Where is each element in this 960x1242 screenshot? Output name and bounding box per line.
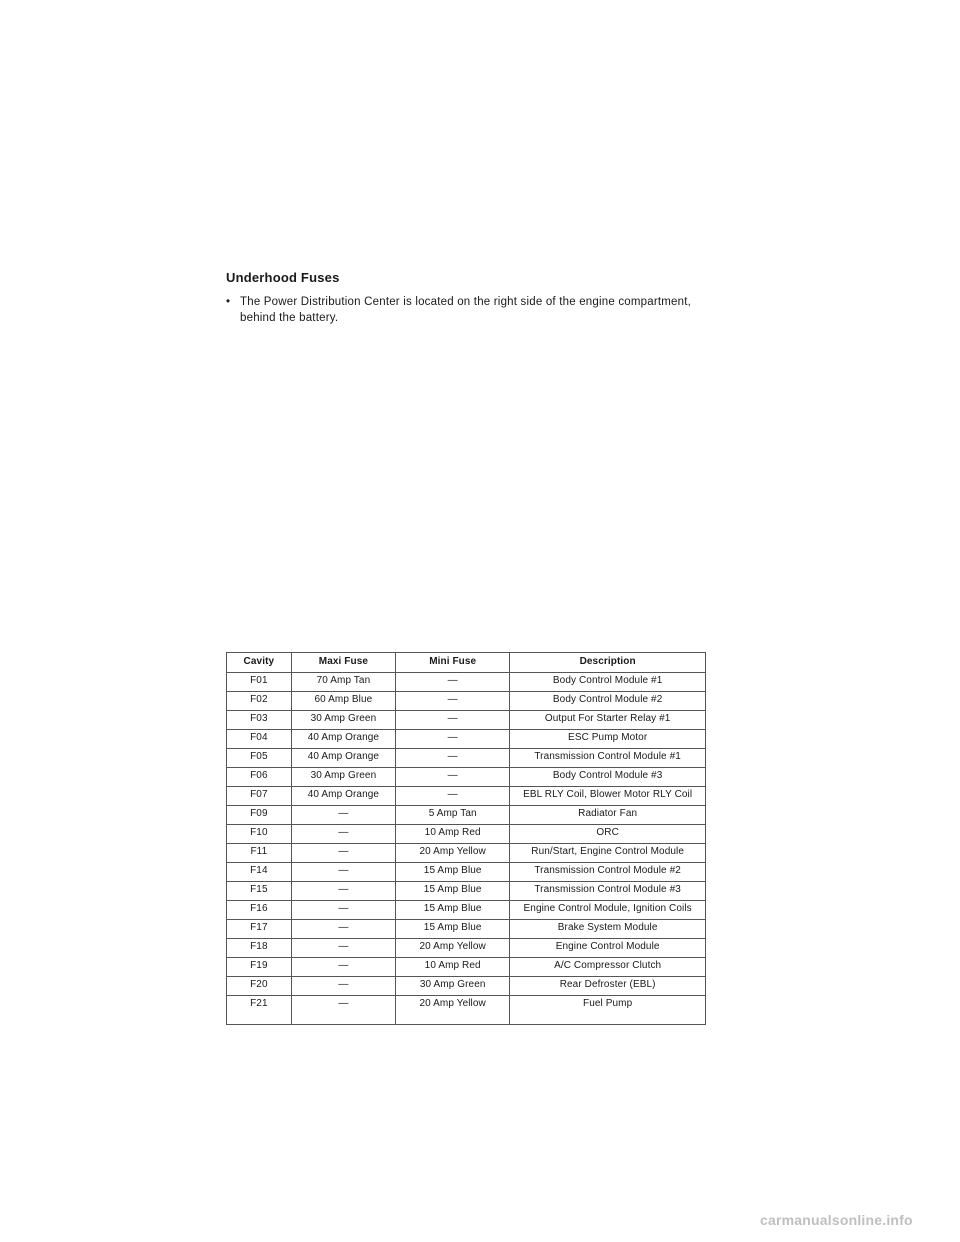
cell-description: ESC Pump Motor <box>510 730 706 749</box>
cell-maxi-fuse: 60 Amp Blue <box>291 692 395 711</box>
cell-description: Brake System Module <box>510 920 706 939</box>
cell-cavity: F17 <box>227 920 292 939</box>
bullet-item <box>226 294 716 326</box>
cell-maxi-fuse: 40 Amp Orange <box>291 749 395 768</box>
cell-description: Transmission Control Module #1 <box>510 749 706 768</box>
table-row <box>227 787 706 806</box>
cell-cavity: F15 <box>227 882 292 901</box>
cell-description: A/C Compressor Clutch <box>510 958 706 977</box>
cell-mini-fuse: 15 Amp Blue <box>396 901 510 920</box>
cell-description: EBL RLY Coil, Blower Motor RLY Coil <box>510 787 706 806</box>
cell-maxi-fuse: 30 Amp Green <box>291 711 395 730</box>
cell-description: ORC <box>510 825 706 844</box>
table-row <box>227 901 706 920</box>
table-row <box>227 882 706 901</box>
bullet-dot: • <box>226 296 231 308</box>
cell-maxi-fuse: 40 Amp Orange <box>291 730 395 749</box>
header-mini-fuse: Mini Fuse <box>396 653 510 673</box>
cell-maxi-fuse: 70 Amp Tan <box>291 673 395 692</box>
cell-mini-fuse: 10 Amp Red <box>396 958 510 977</box>
cell-mini-fuse: 20 Amp Yellow <box>396 939 510 958</box>
cell-maxi-fuse: — <box>291 901 395 920</box>
cell-description: Radiator Fan <box>510 806 706 825</box>
table-row <box>227 673 706 692</box>
cell-cavity: F06 <box>227 768 292 787</box>
cell-mini-fuse: — <box>396 692 510 711</box>
cell-mini-fuse: 30 Amp Green <box>396 977 510 996</box>
cell-cavity: F04 <box>227 730 292 749</box>
table-row <box>227 768 706 787</box>
cell-description: Body Control Module #2 <box>510 692 706 711</box>
cell-mini-fuse: 15 Amp Blue <box>396 882 510 901</box>
cell-maxi-fuse: 40 Amp Orange <box>291 787 395 806</box>
cell-maxi-fuse: — <box>291 920 395 939</box>
header-cavity: Cavity <box>227 653 292 673</box>
table-row <box>227 920 706 939</box>
table-row <box>227 996 706 1025</box>
section-title: Underhood Fuses <box>226 270 340 285</box>
cell-mini-fuse: — <box>396 768 510 787</box>
cell-cavity: F19 <box>227 958 292 977</box>
cell-description: Fuel Pump <box>510 996 706 1025</box>
bullet-text-line2: behind the battery. <box>240 312 339 324</box>
cell-maxi-fuse: — <box>291 977 395 996</box>
header-maxi-fuse: Maxi Fuse <box>291 653 395 673</box>
cell-cavity: F09 <box>227 806 292 825</box>
table-row <box>227 939 706 958</box>
header-description: Description <box>510 653 706 673</box>
cell-cavity: F10 <box>227 825 292 844</box>
table-row <box>227 844 706 863</box>
cell-mini-fuse: — <box>396 673 510 692</box>
cell-cavity: F14 <box>227 863 292 882</box>
cell-description: Transmission Control Module #3 <box>510 882 706 901</box>
cell-cavity: F20 <box>227 977 292 996</box>
cell-description: Engine Control Module <box>510 939 706 958</box>
cell-mini-fuse: 5 Amp Tan <box>396 806 510 825</box>
table-header-row <box>227 653 706 673</box>
cell-cavity: F02 <box>227 692 292 711</box>
table-row <box>227 863 706 882</box>
cell-mini-fuse: 10 Amp Red <box>396 825 510 844</box>
table-row <box>227 692 706 711</box>
cell-cavity: F05 <box>227 749 292 768</box>
bullet-text-line1: The Power Distribution Center is located on the right side of the engine compartment, <box>240 296 692 308</box>
cell-cavity: F18 <box>227 939 292 958</box>
cell-mini-fuse: — <box>396 730 510 749</box>
cell-cavity: F03 <box>227 711 292 730</box>
fuse-table <box>226 652 706 1025</box>
table-row <box>227 730 706 749</box>
table-row <box>227 977 706 996</box>
cell-description: Output For Starter Relay #1 <box>510 711 706 730</box>
table-row <box>227 825 706 844</box>
cell-cavity: F01 <box>227 673 292 692</box>
cell-mini-fuse: — <box>396 711 510 730</box>
cell-description: Body Control Module #3 <box>510 768 706 787</box>
cell-description: Rear Defroster (EBL) <box>510 977 706 996</box>
cell-maxi-fuse: — <box>291 825 395 844</box>
cell-description: Run/Start, Engine Control Module <box>510 844 706 863</box>
cell-mini-fuse: 15 Amp Blue <box>396 863 510 882</box>
cell-mini-fuse: — <box>396 749 510 768</box>
cell-maxi-fuse: — <box>291 996 395 1025</box>
cell-description: Engine Control Module, Ignition Coils <box>510 901 706 920</box>
bullet-text <box>226 294 716 326</box>
cell-mini-fuse: — <box>396 787 510 806</box>
cell-description: Body Control Module #1 <box>510 673 706 692</box>
cell-maxi-fuse: — <box>291 958 395 977</box>
cell-cavity: F21 <box>227 996 292 1025</box>
cell-maxi-fuse: — <box>291 844 395 863</box>
cell-cavity: F11 <box>227 844 292 863</box>
cell-maxi-fuse: — <box>291 939 395 958</box>
cell-maxi-fuse: — <box>291 882 395 901</box>
table-row <box>227 958 706 977</box>
table-row <box>227 749 706 768</box>
cell-cavity: F07 <box>227 787 292 806</box>
table-row <box>227 806 706 825</box>
cell-mini-fuse: 15 Amp Blue <box>396 920 510 939</box>
cell-mini-fuse: 20 Amp Yellow <box>396 844 510 863</box>
watermark-text: carmanualsonline.info <box>760 1212 913 1228</box>
cell-maxi-fuse: — <box>291 863 395 882</box>
cell-description: Transmission Control Module #2 <box>510 863 706 882</box>
cell-mini-fuse: 20 Amp Yellow <box>396 996 510 1025</box>
cell-cavity: F16 <box>227 901 292 920</box>
cell-maxi-fuse: 30 Amp Green <box>291 768 395 787</box>
table-row <box>227 711 706 730</box>
cell-maxi-fuse: — <box>291 806 395 825</box>
